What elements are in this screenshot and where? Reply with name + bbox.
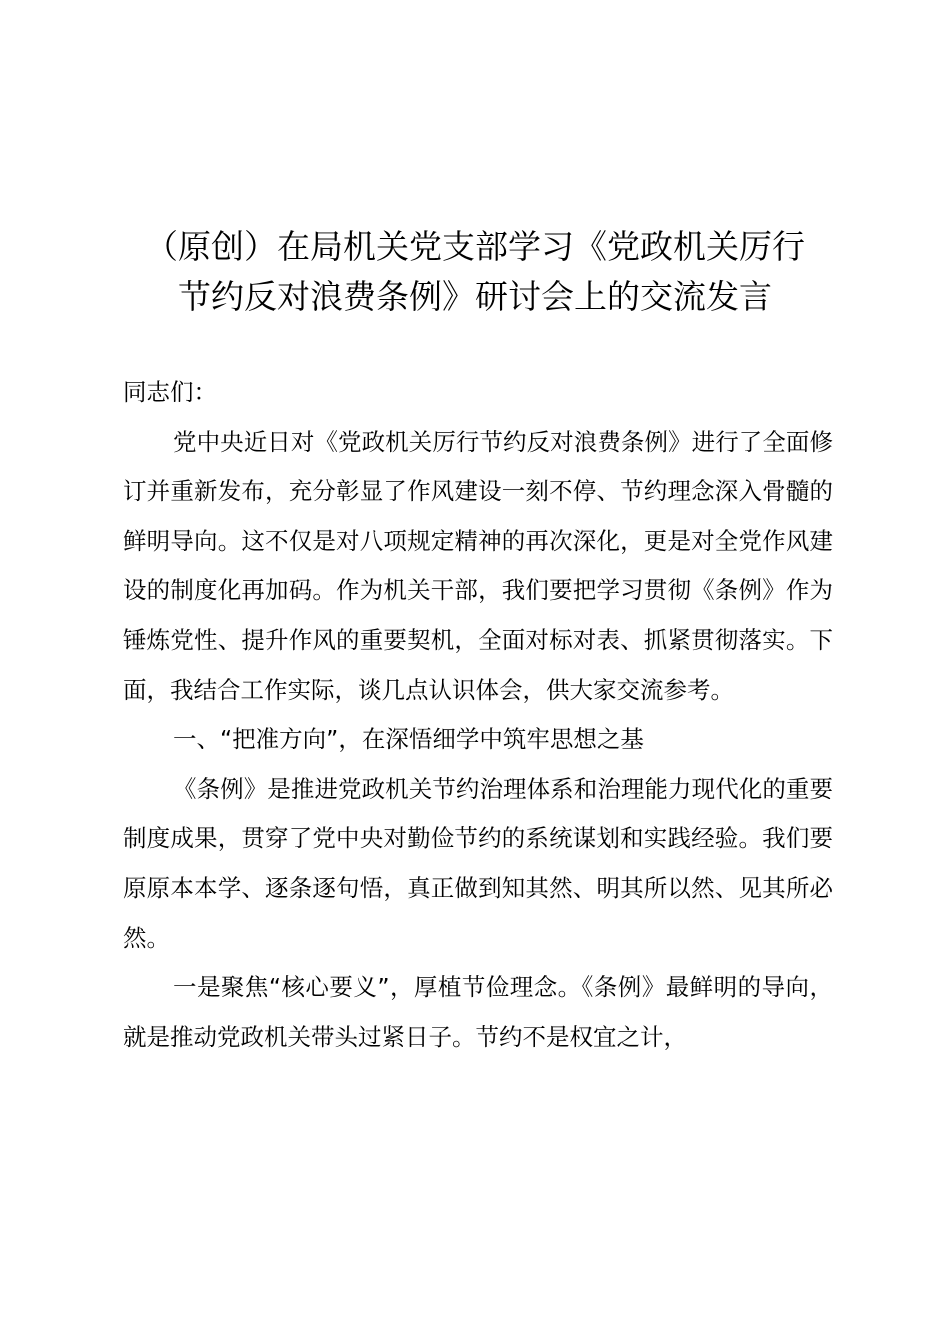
document-title	[100, 222, 850, 322]
section-heading-1: 一、“把准方向”，在深悟细学中筑牢思想之基	[173, 725, 644, 754]
title-line-2: 节约反对浪费条例》研讨会上的交流发言	[178, 277, 772, 316]
salutation: 同志们：	[123, 378, 217, 406]
paragraph-section-1: 《条例》是推进党政机关节约治理体系和治理能力现代化的重要制度成果，贯穿了党中央对勤俭节约的系统谋划和实践经验。我们要原原本本学、逐条逐句悟，真正做到知其然、明其所以然、见其所必然。	[123, 774, 833, 952]
paragraph-intro: 党中央近日对《党政机关厉行节约反对浪费条例》进行了全面修订并重新发布，充分彰显了作风建设一刻不停、节约理念深入骨髓的鲜明导向。这不仅是对八项规定精神的再次深化，更是对全党作风建设的制度化再加码。作为机关干部，我们要把学习贯彻《条例》作为锤炼党性、提升作风的重要契机，全面对标对表、抓紧贯彻落实。下面，我结合工作实际，谈几点认识体会，供大家交流参考。	[123, 427, 833, 704]
title-line-1: （原创）在局机关党支部学习《党政机关厉行	[145, 227, 805, 266]
document-body	[123, 368, 833, 1062]
paragraph-point-1: 一是聚焦“核心要义”，厚植节俭理念。《条例》最鲜明的导向，就是推动党政机关带头过紧日子。节约不是权宜之计，	[123, 973, 833, 1051]
